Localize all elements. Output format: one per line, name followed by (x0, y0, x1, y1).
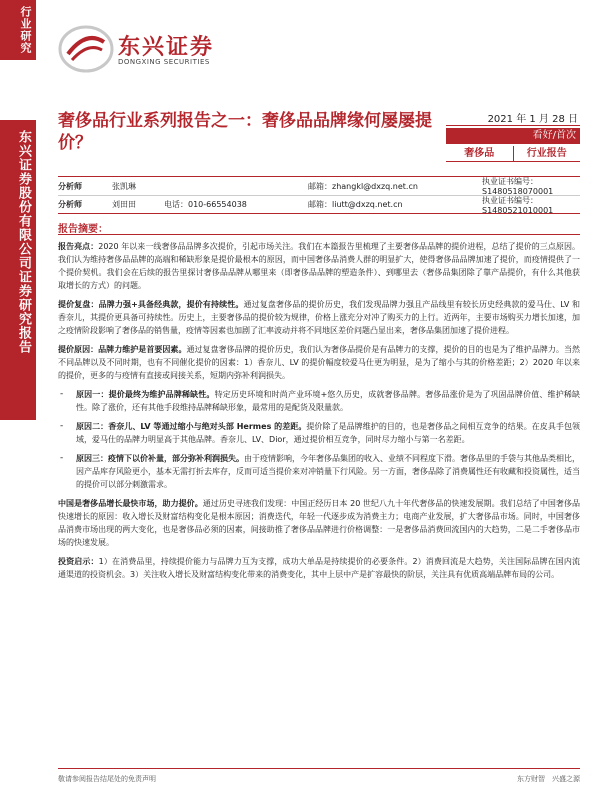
analyst-table (58, 176, 580, 214)
category-tag: 行业报告 (513, 146, 581, 162)
paragraph-lead: 报告亮点： (58, 242, 99, 251)
analyst-cert: 执业证书编号：S1480521010001 (482, 195, 554, 215)
paragraph-price-reasons (58, 343, 580, 382)
analyst-email: 邮箱：liutt@dxzq.net.cn (308, 200, 403, 209)
analyst-name: 张凯琳 (112, 181, 136, 191)
category-tag: 奢侈品 (446, 146, 513, 162)
report-date: 2021 年 1 月 28 日 (446, 110, 580, 126)
list-item-text (76, 420, 580, 446)
list-item-body: 特定历史环境和时尚产业环境+悠久历史，成就奢侈品牌。奢侈品涨价是为了巩固品牌价值、维护稀缺性。除了涨价，还有其他手段维持品牌稀缺形象，最常用的是配货及限量款。 (76, 390, 580, 412)
footer-disclaimer: 敬请参阅报告结尾处的免责声明 (58, 775, 156, 783)
logo-chinese-name: 东兴证券 (118, 35, 215, 60)
paragraph-china-market (58, 497, 580, 549)
list-item-body: 提价除了是品牌维护的目的，也是奢侈品之间相互竞争的结果。在皮具手包领域，爱马仕的品牌力明显高于其他品牌。香奈儿、LV、Dior，通过提价相互竞争，同时尽力缩小与第一名差距。 (76, 422, 580, 444)
report-meta (446, 110, 580, 162)
paragraph-price-review (58, 298, 580, 337)
analyst-row (58, 195, 580, 213)
list-item-lead: 原因二：香奈儿、LV 等通过缩小与绝对头部 Hermes 的差距。 (76, 422, 307, 431)
list-item (58, 420, 580, 446)
sidebar-company-block (0, 120, 36, 420)
summary-divider (58, 234, 580, 235)
bullet-icon: - (60, 421, 64, 431)
paragraph-text: 通过复盘奢侈品牌的提价历史，我们认为奢侈品提价是有品牌力的支撑，提价的目的也是为了维护品牌力。当然不同品牌以及不同时期，也有不同催化提价的因素：1）香奈儿、LV 的提价幅度较爱马仕更为明显，是为了缩小与其的价格差距；2）2020 年以来的提价，更多的与疫情有直接或间接关系，短期内弥补利润损失。 (58, 345, 580, 380)
list-item (58, 388, 580, 414)
bullet-icon: - (60, 453, 64, 463)
report-title: 奢侈品行业系列报告之一：奢侈品品牌缘何屡屡提价？ (58, 111, 432, 153)
list-item-text (76, 388, 580, 414)
paragraph-text: 通过复盘奢侈品的提价历史，我们发现品牌力强且产品线里有较长历史经典款的爱马仕、LV 和香奈儿，其提价更具备可持续性。历史上，主要奢侈品的提价较为规律，价格上涨充分对冲了购买力的上行。近两年，主要市场购买力增长加速，加之疫情阶段影响了奢侈品的销售量，疫情等因素也加剧了汇率波动并将不同地区差价问题凸显出来，奢侈品集团加速了提价进程。 (58, 300, 580, 335)
paragraph-text: 通过历史寻迹我们发现：中国正经历日本 20 世纪八九十年代奢侈品的快速发展期。我们总结了中国奢侈品快速增长的原因：收入增长及财富结构变化是根本原因；消费迭代，年轻一代逐步成为消费主力；电商产业发展，扩大奢侈品市场。同时，中国奢侈品消费市场出现的两大变化，也是奢侈品必须的因素，间接助推了奢侈品品牌进行价格调整：一是奢侈品消费回流国内的大趋势，二是二手奢侈品市场的快速发展。 (58, 499, 581, 547)
list-item-body: 由于疫情影响，今年奢侈品集团的收入、业绩不同程度下滑。奢侈品里的手袋与其他品类相比，因产品库存风险更小，基本无需打折去库存，反而可适当提价来对冲销量下行风险。另一方面，奢侈品除了消费属性还有收藏和投资属性，适当的提价可以部分刺激需求。 (76, 454, 580, 489)
analyst-name: 刘田田 (112, 200, 136, 209)
logo-english-name: DONGXING SECURITIES (118, 58, 210, 66)
paragraph-highlights (58, 240, 580, 292)
sidebar-company-name: 东兴证券股份有限公司证券研究报告 (16, 130, 31, 354)
sidebar-tag-block (0, 0, 36, 60)
paragraph-lead: 投资启示： (58, 557, 99, 566)
category-tags (446, 146, 580, 162)
company-logo (58, 24, 228, 74)
summary-heading: 报告摘要： (58, 224, 108, 235)
analyst-cert: 执业证书编号：S1480518070001 (482, 177, 554, 196)
list-item-text (76, 452, 580, 491)
sidebar (0, 0, 36, 800)
analyst-email: 邮箱：zhangkl@dxzq.net.cn (308, 181, 418, 191)
list-item-lead: 原因一：提价最终为维护品牌稀缺性。 (76, 390, 215, 399)
analyst-role: 分析师 (58, 200, 82, 209)
paragraph-lead: 提价原因：品牌力维护是首要因素。 (58, 345, 187, 354)
footer-divider (58, 768, 580, 769)
analyst-phone: 电话：010-66554038 (164, 200, 247, 209)
analyst-role: 分析师 (58, 181, 82, 191)
list-item (58, 452, 580, 491)
bullet-icon: - (60, 389, 64, 399)
logo-emblem-icon (58, 24, 114, 74)
analyst-row (58, 177, 580, 195)
paragraph-lead: 提价复盘：品牌力强+具备经典款，提价有持续性。 (58, 300, 244, 309)
paragraph-text: 1）在消费品里，持续提价能力与品牌力互为支撑，成功大单品是持续提价的必要条件。2）消费回流是大趋势，关注国际品牌在国内流通渠道的投资机会。3）关注收入增长及财富结构变化带来的消费变化，其中上层中产是扩容最快的阶层，关注具有优质高端品牌布局的公司。 (58, 557, 581, 579)
summary-body (58, 240, 580, 587)
sidebar-tag: 行业研究 (19, 6, 32, 54)
list-item-lead: 原因三：疫情下以价补量，部分弥补利润损失。 (76, 454, 244, 463)
paragraph-lead: 中国是奢侈品增长最快市场，助力提价。 (58, 499, 203, 508)
rating-badge: 看好/首次 (446, 128, 580, 144)
paragraph-investment (58, 555, 580, 581)
paragraph-text: 2020 年以来一线奢侈品品牌多次提价，引起市场关注。我们在本篇报告里梳理了主要奢侈品品牌的提价进程，总结了提价的三点原因。我们认为维持奢侈品品牌的高端和稀缺形象是提价最根本的原因，而中国奢侈品消费人群的明显扩大，使得奢侈品品牌加速了提价，而疫情提供了一个提价契机。我们会在后续的报告里探讨奢侈品品牌从哪里来（即奢侈品品牌的塑造条件）、到哪里去（奢侈品集团除了靠产品提价，有什么其他获取增长的方式）的问题。 (58, 242, 580, 290)
footer-slogan: 东方财智 兴盛之源 (517, 775, 580, 783)
